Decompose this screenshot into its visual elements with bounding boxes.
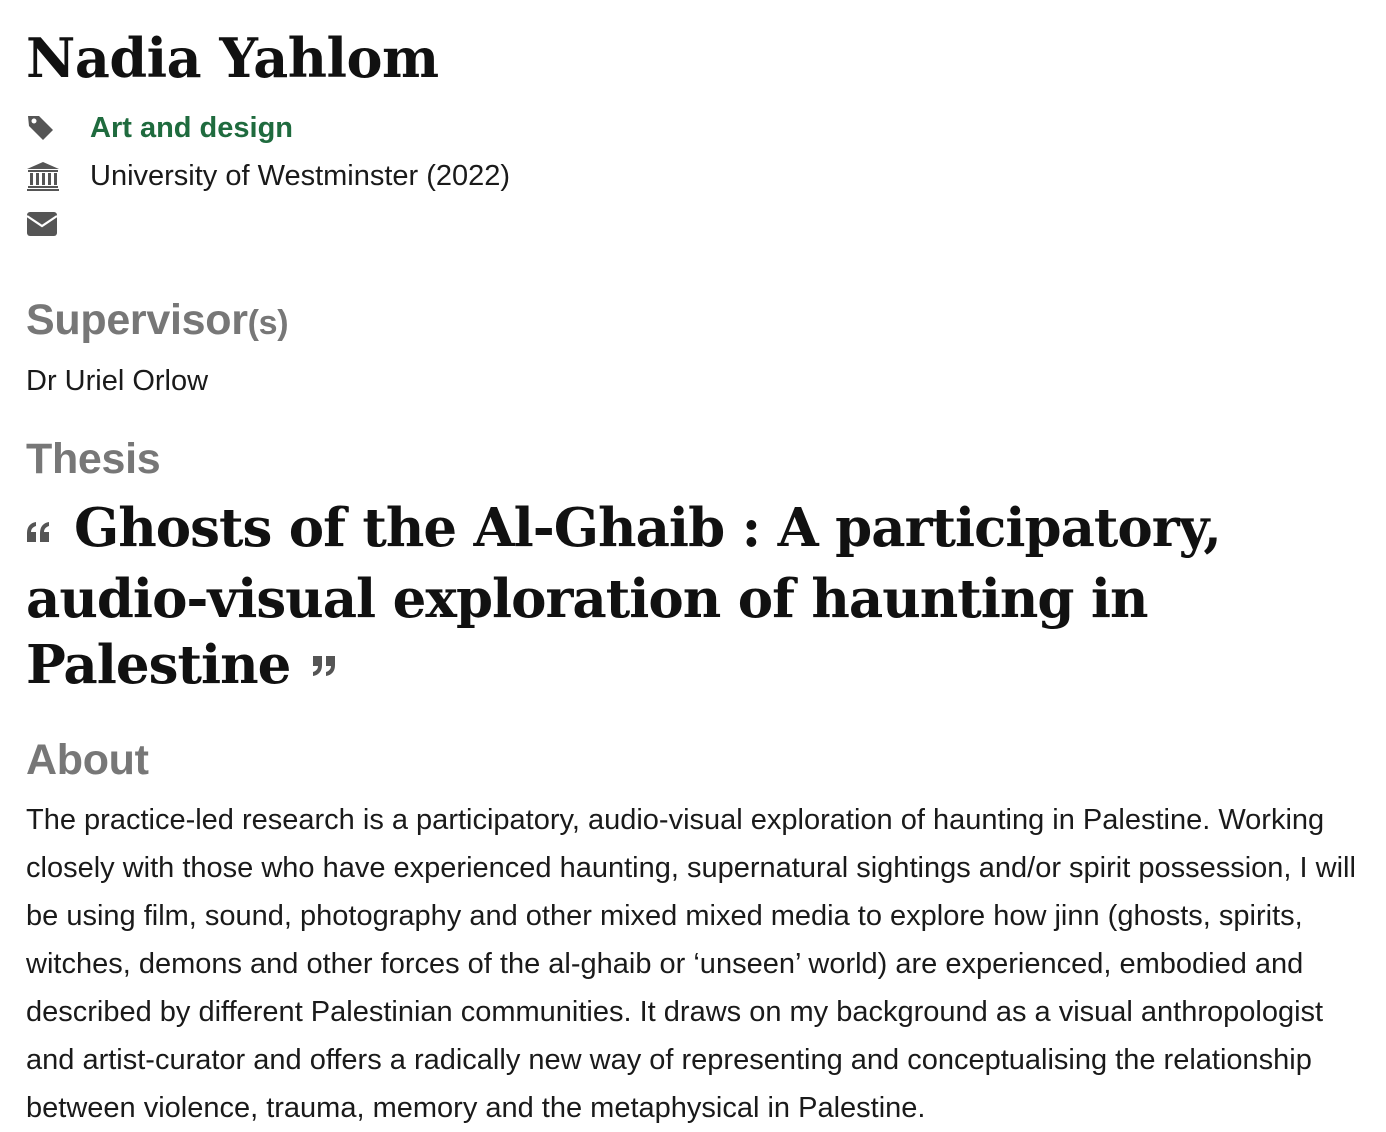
thesis-title: Ghosts of the Al-Ghaib : A participatory, audio-visual exploration of haunting in Palestine: [26, 497, 1221, 696]
profile-meta: [26, 104, 1360, 248]
institution-text: University of Westminster (2022): [90, 160, 511, 192]
about-text: The practice-led research is a participatory, audio-visual exploration of haunting in Palestine. Working closely with those who have experienced haunting, supernatural sightings and/or spirit possession, I will be using film, sound, photography and other mixed mixed media to explore how jinn (ghosts, spirits, witches, demons and other forces of the al-ghaib or ‘unseen’ world) are experienced, embodied and described by different Palestinian communities. It draws on my background as a visual anthropologist and artist-curator and offers a radically new way of representing and conceptualising the relationship between violence, trauma, memory and the metaphysical in Palestine.: [26, 804, 1356, 1124]
subject-row: [26, 104, 1360, 152]
institution-icon: [26, 161, 90, 191]
supervisors-heading-main: Supervisor: [26, 296, 248, 344]
supervisor-name: Dr Uriel Orlow: [26, 365, 209, 397]
quote-open-icon: [26, 492, 52, 558]
subject-link[interactable]: Art and design: [90, 112, 294, 144]
quote-close-icon: [310, 626, 336, 692]
profile-name: Nadia Yahlom: [26, 26, 439, 90]
about-heading: About: [26, 736, 149, 784]
thesis-heading: Thesis: [26, 435, 161, 483]
supervisors-heading-suffix: (s): [247, 304, 289, 342]
thesis-title-block: [26, 495, 1360, 702]
institution-row: [26, 152, 1360, 200]
tag-icon: [26, 113, 90, 143]
supervisors-heading: [26, 292, 1360, 351]
email-row: [26, 200, 1360, 248]
envelope-icon[interactable]: [26, 211, 90, 237]
